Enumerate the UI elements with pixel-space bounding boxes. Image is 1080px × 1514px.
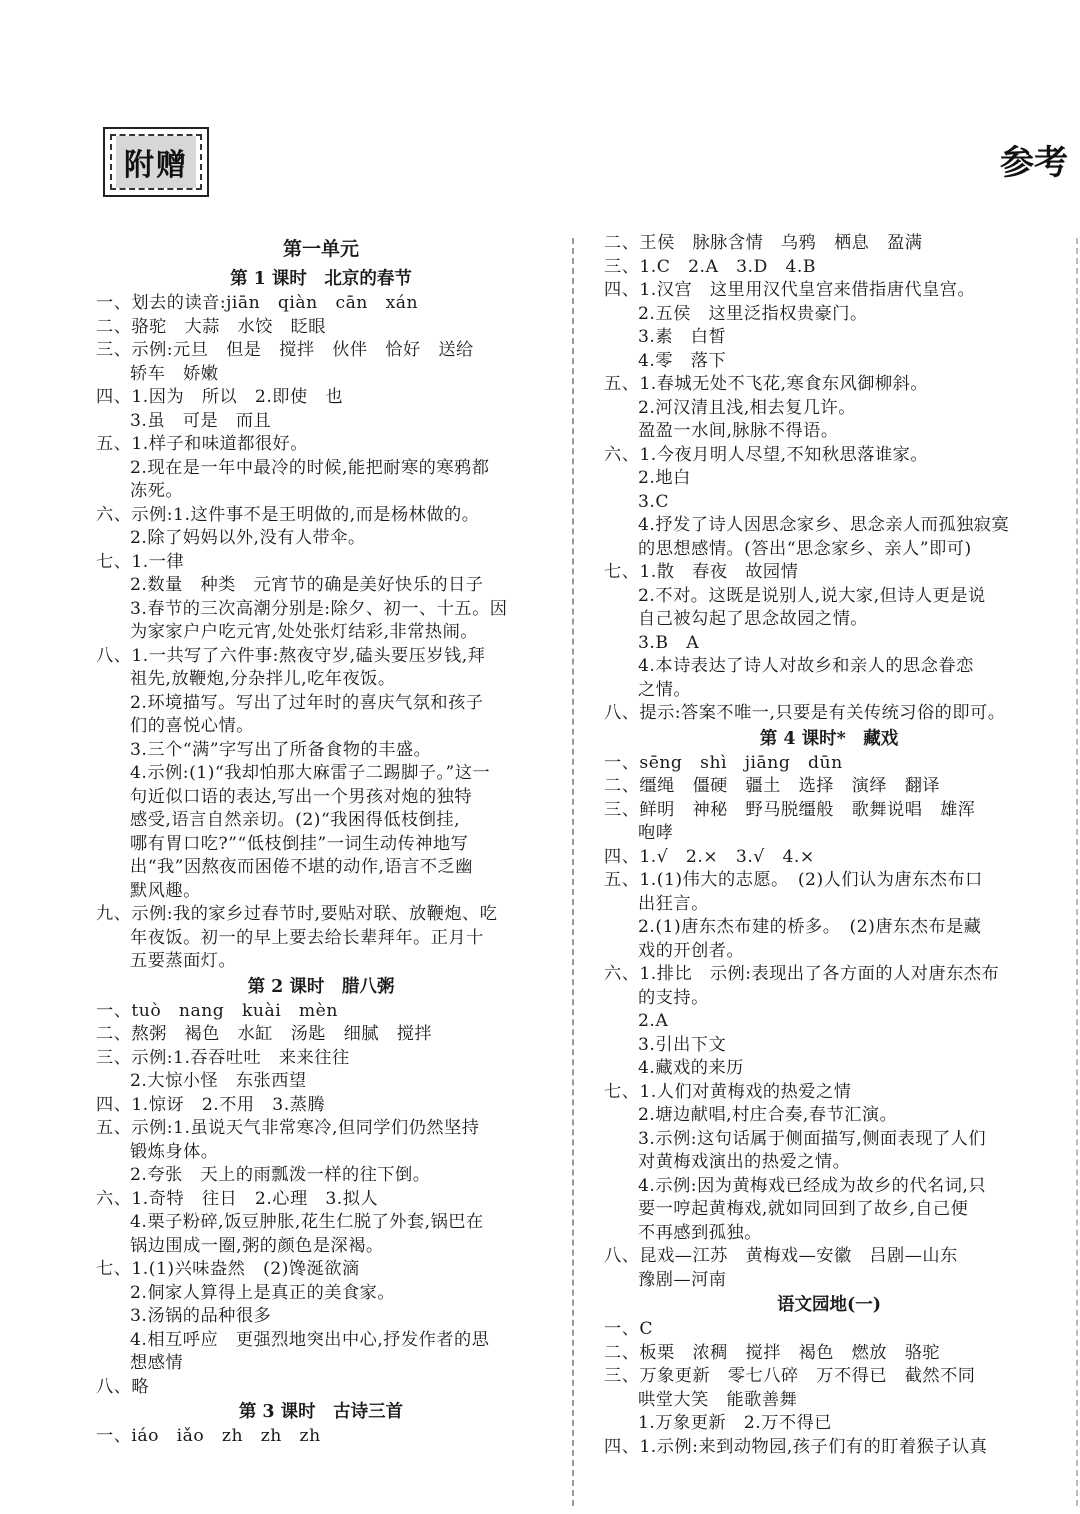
answer-line: 八、略 [96,1376,150,1397]
answer-line: 三、万象更新 零七八碎 万不得已 截然不同 [604,1366,976,1386]
answer-line: 2.地白 [638,468,691,488]
answer-line: 四、1.√ 2.× 3.√ 4.× [604,846,815,867]
right-column [604,232,1054,1459]
page-title-fragment: 参考 [1000,143,1068,183]
answer-line: 咆哮 [638,823,674,843]
badge-label: 附赠 [116,136,196,188]
answer-line: 的思想感情。(答出“思念家乡、亲人”即可) [638,538,972,559]
answer-line: 五、示例:1.虽说天气非常寒冷,但同学们仍然坚持 [96,1118,480,1138]
answer-line: 一、tuò nang kuài mèn [96,1000,338,1021]
answer-line: 4.零 落下 [638,350,727,371]
answer-line: 二、骆驼 大蒜 水饺 眨眼 [96,316,326,337]
answer-line: 冻死。 [130,481,184,501]
answer-line: 三、1.C 2.A 3.D 4.B [604,256,817,277]
answer-line: 八、1.一共写了六件事:熬夜守岁,磕头要压岁钱,拜 [96,645,486,666]
answer-line: 四、1.惊讶 2.不用 3.蒸腾 [96,1094,326,1115]
answer-line: 七、1.一律 [96,551,185,572]
answer-line: 2.塘边献唱,村庄合奏,春节汇演。 [638,1105,898,1125]
answer-line: 哄堂大笑 能歌善舞 [638,1389,798,1410]
answer-line: 句近似口语的表达,写出一个男孩对炮的独特 [130,786,473,807]
answer-line: 2.(1)唐东杰布建的桥多。 (2)唐东杰布是藏 [638,917,982,937]
lesson-heading: 第 4 课时* 藏戏 [759,728,899,749]
answer-line: 3.三个“满”字写出了所备食物的丰盛。 [130,739,432,760]
lesson-heading: 第 3 课时 古诗三首 [238,1402,404,1422]
answer-line: 五要蒸面灯。 [130,951,237,971]
answer-line: 4.栗子粉碎,饭豆肿胀,花生仁脱了外套,锅巴在 [130,1212,484,1232]
answer-line: 4.相互呼应 更强烈地突出中心,抒发作者的思 [130,1329,490,1350]
answer-line: 3.C [638,491,670,512]
answer-line: 感受,语言自然亲切。(2)“我困得低枝倒挂, [130,810,461,830]
answer-line: 默风趣。 [130,880,201,901]
answer-line: 年夜饭。初一的早上要去给长辈拜年。正月十 [130,927,484,948]
answer-line: 为家家户户吃元宵,处处张灯结彩,非常热闹。 [130,622,478,642]
answer-line: 3.B A [638,632,700,653]
supplement-badge [103,127,209,197]
answer-line: 2.河汉清且浅,相去复几许。 [638,397,856,418]
answer-line: 2.五侯 这里泛指权贵豪门。 [638,303,868,324]
answer-line: 一、sēng shì jiāng dūn [604,752,843,773]
answer-line: 不再感到孤独。 [638,1222,762,1243]
answer-line: 八、提示:答案不唯一,只要是有关传统习俗的即可。 [604,703,1006,723]
answer-line: 4.示例:(1)“我却怕那大麻雷子二踢脚子。”这一 [130,763,491,783]
answer-line: 六、示例:1.这件事不是王明做的,而是杨林做的。 [96,504,480,525]
answer-line: 自己被勾起了思念故园之情。 [638,609,868,629]
answer-line: 3.素 白皙 [638,327,727,347]
answer-line: 2.大惊小怪 东张西望 [130,1071,307,1091]
answer-line: 三、鲜明 神秘 野马脱缰般 歌舞说唱 雄浑 [604,799,976,820]
answer-line: 2.A [638,1011,669,1031]
answer-line: 祖先,放鞭炮,分杂拌儿,吃年夜饭。 [130,669,396,689]
answer-line: 七、1.(1)兴味盎然 (2)馋涎欲滴 [96,1259,360,1279]
answer-line: 锻炼身体。 [130,1141,219,1162]
answer-line: 们的喜悦心情。 [130,716,254,736]
answer-line: 2.现在是一年中最冷的时候,能把耐寒的寒鸦都 [130,457,490,478]
answer-line: 3.示例:这句话属于侧面描写,侧面表现了人们 [638,1128,987,1149]
answer-line: 四、1.示例:来到动物园,孩子们有的盯着猴子认真 [604,1436,988,1457]
answer-line: 五、1.样子和味道都很好。 [96,434,308,454]
answer-line: 一、iáo iǎo zh zh zh [96,1426,321,1446]
answer-line: 哪有胃口吃?”“低枝倒挂”一词生动传神地写 [130,833,469,854]
answer-line: 六、1.今夜月明人尽望,不知秋思落谁家。 [604,444,929,465]
answer-line: 四、1.因为 所以 2.即使 也 [96,387,344,407]
answer-line: 之情。 [638,679,692,700]
answer-line: 2.夸张 天上的雨瓢泼一样的往下倒。 [130,1165,431,1185]
answer-line: 的支持。 [638,987,709,1008]
answer-line: 一、C [604,1319,654,1339]
answer-line: 四、1.汉宫 这里用汉代皇宫来借指唐代皇宫。 [604,280,976,300]
answer-line: 九、示例:我的家乡过春节时,要贴对联、放鞭炮、吃 [96,904,498,924]
answer-line: 三、示例:1.吞吞吐吐 来来往往 [96,1047,350,1068]
lesson-heading: 语文园地(一) [776,1295,882,1315]
answer-line: 豫剧—河南 [638,1269,727,1290]
answer-line: 二、板栗 浓稠 搅拌 褐色 燃放 骆驼 [604,1342,941,1363]
answer-line: 4.示例:因为黄梅戏已经成为故乡的代名词,只 [638,1175,987,1196]
answer-line: 六、1.排比 示例:表现出了各方面的人对唐东杰布 [604,964,1000,984]
lesson-heading: 第 1 课时 北京的春节 [230,269,412,289]
answer-line: 戏的开创者。 [638,940,745,961]
answer-line: 2.数量 种类 元宵节的确是美好快乐的日子 [130,575,484,595]
answer-line: 4.抒发了诗人因思念家乡、思念亲人而孤独寂寞 [638,515,1010,535]
lesson-heading: 第 2 课时 腊八粥 [247,976,395,997]
answer-line: 1.万象更新 2.万不得已 [638,1413,832,1433]
answer-line: 八、昆戏—江苏 黄梅戏—安徽 吕剧—山东 [604,1246,958,1266]
answer-line: 一、划去的读音:jiān qiàn cān xán [96,293,419,313]
answer-line: 2.环境描写。写出了过年时的喜庆气氛和孩子 [130,692,484,713]
answer-line: 对黄梅戏演出的热爱之情。 [638,1152,851,1172]
answer-line: 出狂言。 [638,893,709,914]
answer-line: 3.引出下文 [638,1034,727,1055]
answer-line: 出“我”因熬夜而困倦不堪的动作,语言不乏幽 [130,857,473,877]
answer-line: 三、示例:元旦 但是 搅拌 伙伴 恰好 送给 [96,340,474,360]
answer-line: 五、1.(1)伟大的志愿。 (2)人们认为唐东杰布口 [604,870,983,890]
column-divider [572,238,574,1506]
answer-line: 轿车 娇嫩 [130,363,219,384]
right-edge-divider [1076,238,1078,1506]
answer-line: 4.本诗表达了诗人对故乡和亲人的思念眷恋 [638,656,974,676]
answer-line: 2.除了妈妈以外,没有人带伞。 [130,528,366,548]
left-column [96,232,546,1449]
answer-line: 3.汤锅的品种很多 [130,1306,272,1326]
answer-line: 2.不对。这既是说别人,说大家,但诗人更是说 [638,585,986,606]
answer-line: 五、1.春城无处不飞花,寒食东风御柳斜。 [604,374,929,394]
answer-line: 3.春节的三次高潮分别是:除夕、初一、十五。因 [130,598,508,619]
answer-line: 七、1.散 春夜 故园情 [604,562,799,582]
answer-line: 二、缰绳 僵硬 疆土 选择 演绎 翻译 [604,776,941,796]
answer-line: 盈盈一水间,脉脉不得语。 [638,421,839,441]
answer-line: 锅边围成一圈,粥的颜色是深褐。 [130,1235,384,1256]
answer-line: 二、熬粥 褐色 水缸 汤匙 细腻 搅拌 [96,1024,433,1044]
answer-line: 七、1.人们对黄梅戏的热爱之情 [604,1081,852,1102]
unit-title: 第一单元 [282,238,359,260]
answer-line: 要一哼起黄梅戏,就如同回到了故乡,自己便 [638,1199,969,1219]
answer-line: 二、王侯 脉脉含情 乌鸦 栖息 盈满 [604,233,923,253]
answer-line: 六、1.奇特 往日 2.心理 3.拟人 [96,1188,379,1209]
answer-line: 2.侗家人算得上是真正的美食家。 [130,1282,396,1303]
answer-line: 想感情 [130,1353,184,1373]
answer-line: 3.虽 可是 而且 [130,410,272,431]
answer-line: 4.藏戏的来历 [638,1058,744,1078]
